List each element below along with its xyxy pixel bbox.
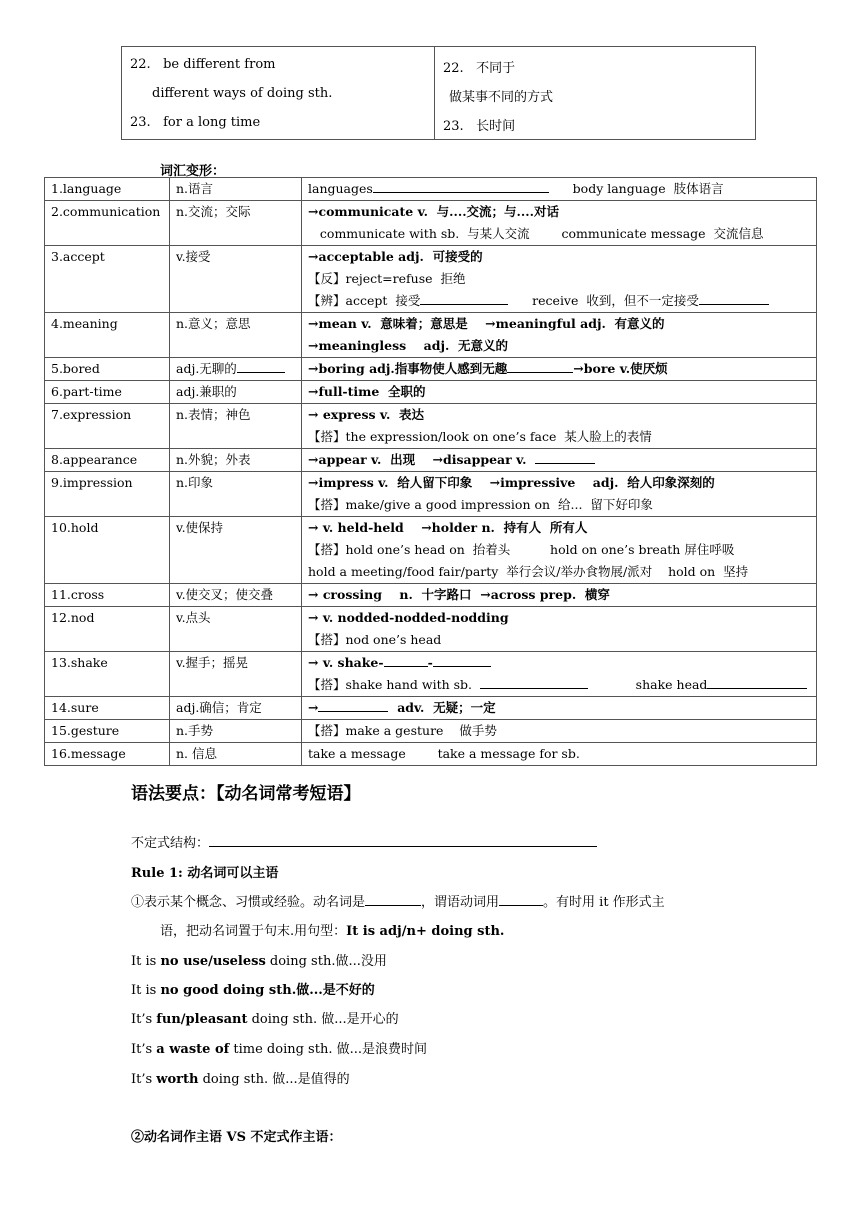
vocab-part-of-speech: n.印象 xyxy=(170,472,302,517)
answer-blank xyxy=(433,654,491,667)
vocab-derivation xyxy=(302,607,817,652)
example-no-good: It is no good doing sth.做...是不好的 xyxy=(131,983,375,998)
vocab-row xyxy=(45,358,817,381)
derivation-line: 【搭】hold one’s head on 抬着头 hold on one’s breath 屏住呼吸 xyxy=(308,542,735,557)
derivation-line: →meaningless adj. 无意义的 xyxy=(308,338,509,353)
vocab-derivation xyxy=(302,178,817,201)
derivation-line: 【搭】make/give a good impression on 给... 留下好印象 xyxy=(308,497,653,512)
answer-blank xyxy=(499,893,543,906)
answer-blank xyxy=(420,292,508,305)
vocab-part-of-speech: v.握手；摇晃 xyxy=(170,652,302,697)
vocab-row xyxy=(45,743,817,766)
vocab-word: 16.message xyxy=(45,743,170,766)
vocab-word: 11.cross xyxy=(45,584,170,607)
vocab-heading: 词汇变形： xyxy=(160,164,226,179)
vocab-part-of-speech: n.表情；神色 xyxy=(170,404,302,449)
vocab-row xyxy=(45,720,817,743)
answer-blank xyxy=(707,676,807,689)
phrase-zh-22: 22. 不同于 xyxy=(443,61,516,76)
rule1-paragraph-line1: ①表示某个概念、习惯或经验。动名词是 ，谓语动词用 。有时用 it 作形式主 xyxy=(131,895,665,910)
vocab-row xyxy=(45,517,817,584)
vocab-derivation xyxy=(302,404,817,449)
derivation-line: →full-time 全职的 xyxy=(308,384,426,399)
vocab-derivation xyxy=(302,584,817,607)
derivation-line: →acceptable adj. 可接受的 xyxy=(308,249,483,264)
vocab-derivation xyxy=(302,313,817,358)
derivation-line: →mean v. 意味着；意思是 →meaningful adj. 有意义的 xyxy=(308,316,665,331)
vocab-word: 12.nod xyxy=(45,607,170,652)
answer-blank xyxy=(209,834,597,847)
vocab-derivation xyxy=(302,720,817,743)
vocab-part-of-speech: adj.确信；肯定 xyxy=(170,697,302,720)
vocab-word: 9.impression xyxy=(45,472,170,517)
vocab-derivation xyxy=(302,743,817,766)
vocab-row xyxy=(45,697,817,720)
answer-blank xyxy=(318,699,388,712)
vocab-part-of-speech: v.点头 xyxy=(170,607,302,652)
vocab-row xyxy=(45,472,817,517)
vocab-word: 7.expression xyxy=(45,404,170,449)
vocab-word: 15.gesture xyxy=(45,720,170,743)
derivation-line: →boring adj.指事物使人感到无趣 →bore v.使厌烦 xyxy=(308,361,668,376)
answer-blank xyxy=(237,360,285,373)
vocab-row xyxy=(45,404,817,449)
vocab-row xyxy=(45,584,817,607)
vocab-derivation xyxy=(302,472,817,517)
vocab-part-of-speech: n. 信息 xyxy=(170,743,302,766)
phrase-en-23: 23. for a long time xyxy=(130,115,261,130)
vocab-derivation xyxy=(302,201,817,246)
grammar-title: 语法要点：【动名词常考短语】 xyxy=(131,784,361,804)
vocab-row xyxy=(45,201,817,246)
derivation-line: →communicate v. 与....交流；与....对话 xyxy=(308,204,559,219)
vocab-row xyxy=(45,246,817,313)
derivation-line: → express v. 表达 xyxy=(308,407,424,422)
phrase-zh-23: 23. 长时间 xyxy=(443,119,516,134)
vocab-part-of-speech: adj.无聊的 xyxy=(170,358,302,381)
vocab-part-of-speech: adj.兼职的 xyxy=(170,381,302,404)
vocab-word: 6.part-time xyxy=(45,381,170,404)
derivation-line: 【搭】the expression/look on one’s face 某人脸上的表情 xyxy=(308,429,652,444)
vocab-word: 3.accept xyxy=(45,246,170,313)
derivation-line: 【搭】nod one’s head xyxy=(308,632,442,647)
answer-blank xyxy=(480,676,588,689)
derivation-line: communicate with sb. 与某人交流 communicate message 交流信息 xyxy=(308,226,764,241)
derivation-line: 【辨】accept 接受 receive 收到，但不一定接受 xyxy=(308,290,816,312)
infinitive-label: 不定式结构： xyxy=(131,836,210,851)
vocab-part-of-speech: v.使交叉；使交叠 xyxy=(170,584,302,607)
phrase-column-chinese xyxy=(435,47,755,139)
vocab-word: 1.language xyxy=(45,178,170,201)
vocab-part-of-speech: n.交流；交际 xyxy=(170,201,302,246)
vocab-part-of-speech: n.外貌；外表 xyxy=(170,449,302,472)
gerund-vs-infinitive-heading: ②动名词作主语 VS 不定式作主语： xyxy=(131,1130,342,1145)
derivation-line: take a message take a message for sb. xyxy=(308,746,580,761)
derivation-line: 【反】reject=refuse 拒绝 xyxy=(308,271,466,286)
vocab-word: 13.shake xyxy=(45,652,170,697)
derivation-line: hold a meeting/food fair/party 举行会议/举办食物展/派对 hold on 坚持 xyxy=(308,564,749,579)
vocab-table xyxy=(44,177,817,766)
vocab-derivation xyxy=(302,697,817,720)
vocab-derivation xyxy=(302,381,817,404)
rule1-paragraph-line2: 语，把动名词置于句末.用句型：It is adj/n+ doing sth. xyxy=(160,924,505,939)
vocab-derivation xyxy=(302,358,817,381)
vocab-part-of-speech: v.接受 xyxy=(170,246,302,313)
vocab-derivation xyxy=(302,449,817,472)
vocab-derivation xyxy=(302,652,817,697)
phrase-column-english xyxy=(122,47,435,139)
example-waste: It’s a waste of time doing sth. 做...是浪费时间 xyxy=(131,1042,427,1057)
example-no-use: It is no use/useless doing sth.做...没用 xyxy=(131,954,387,969)
answer-blank xyxy=(699,292,769,305)
derivation-line: →appear v. 出现 →disappear v. xyxy=(308,449,816,471)
answer-blank xyxy=(535,451,595,464)
vocab-derivation xyxy=(302,246,817,313)
derivation-line: → crossing n. 十字路口 →across prep. 横穿 xyxy=(308,587,610,602)
rule1-heading: Rule 1: 动名词可以主语 xyxy=(131,866,279,881)
infinitive-structure-line xyxy=(131,832,597,851)
derivation-line: 【搭】make a gesture 做手势 xyxy=(308,723,497,738)
example-worth: It’s worth doing sth. 做...是值得的 xyxy=(131,1072,350,1087)
phrase-en-22: 22. be different from xyxy=(130,57,276,72)
answer-blank xyxy=(384,654,428,667)
derivation-line: → adv. 无疑；一定 xyxy=(308,700,496,715)
phrase-table xyxy=(121,46,756,140)
vocab-row xyxy=(45,607,817,652)
vocab-row xyxy=(45,178,817,201)
derivation-line: → v. held-held →holder n. 持有人 所有人 xyxy=(308,520,588,535)
vocab-word: 5.bored xyxy=(45,358,170,381)
derivation-line: → v. nodded-nodded-nodding xyxy=(308,610,509,625)
vocab-word: 8.appearance xyxy=(45,449,170,472)
answer-blank xyxy=(373,180,549,193)
derivation-line: 【搭】shake hand with sb. shake head xyxy=(308,674,816,696)
vocab-part-of-speech: n.意义；意思 xyxy=(170,313,302,358)
vocab-word: 14.sure xyxy=(45,697,170,720)
answer-blank xyxy=(507,360,573,373)
derivation-line: →impress v. 给人留下印象 →impressive adj. 给人印象深刻的 xyxy=(308,475,715,490)
phrase-zh-22b: 做某事不同的方式 xyxy=(449,90,554,105)
vocab-word: 10.hold xyxy=(45,517,170,584)
vocab-part-of-speech: v.使保持 xyxy=(170,517,302,584)
phrase-en-22b: different ways of doing sth. xyxy=(152,86,333,101)
example-fun: It’s fun/pleasant doing sth. 做...是开心的 xyxy=(131,1012,399,1027)
vocab-row xyxy=(45,449,817,472)
vocab-part-of-speech: n.手势 xyxy=(170,720,302,743)
vocab-derivation xyxy=(302,517,817,584)
answer-blank xyxy=(365,893,421,906)
vocab-part-of-speech: n.语言 xyxy=(170,178,302,201)
derivation-line: → v. shake- - xyxy=(308,652,816,674)
derivation-line: languages body language 肢体语言 xyxy=(308,181,724,196)
vocab-word: 2.communication xyxy=(45,201,170,246)
vocab-row xyxy=(45,313,817,358)
vocab-row xyxy=(45,381,817,404)
vocab-row xyxy=(45,652,817,697)
vocab-word: 4.meaning xyxy=(45,313,170,358)
